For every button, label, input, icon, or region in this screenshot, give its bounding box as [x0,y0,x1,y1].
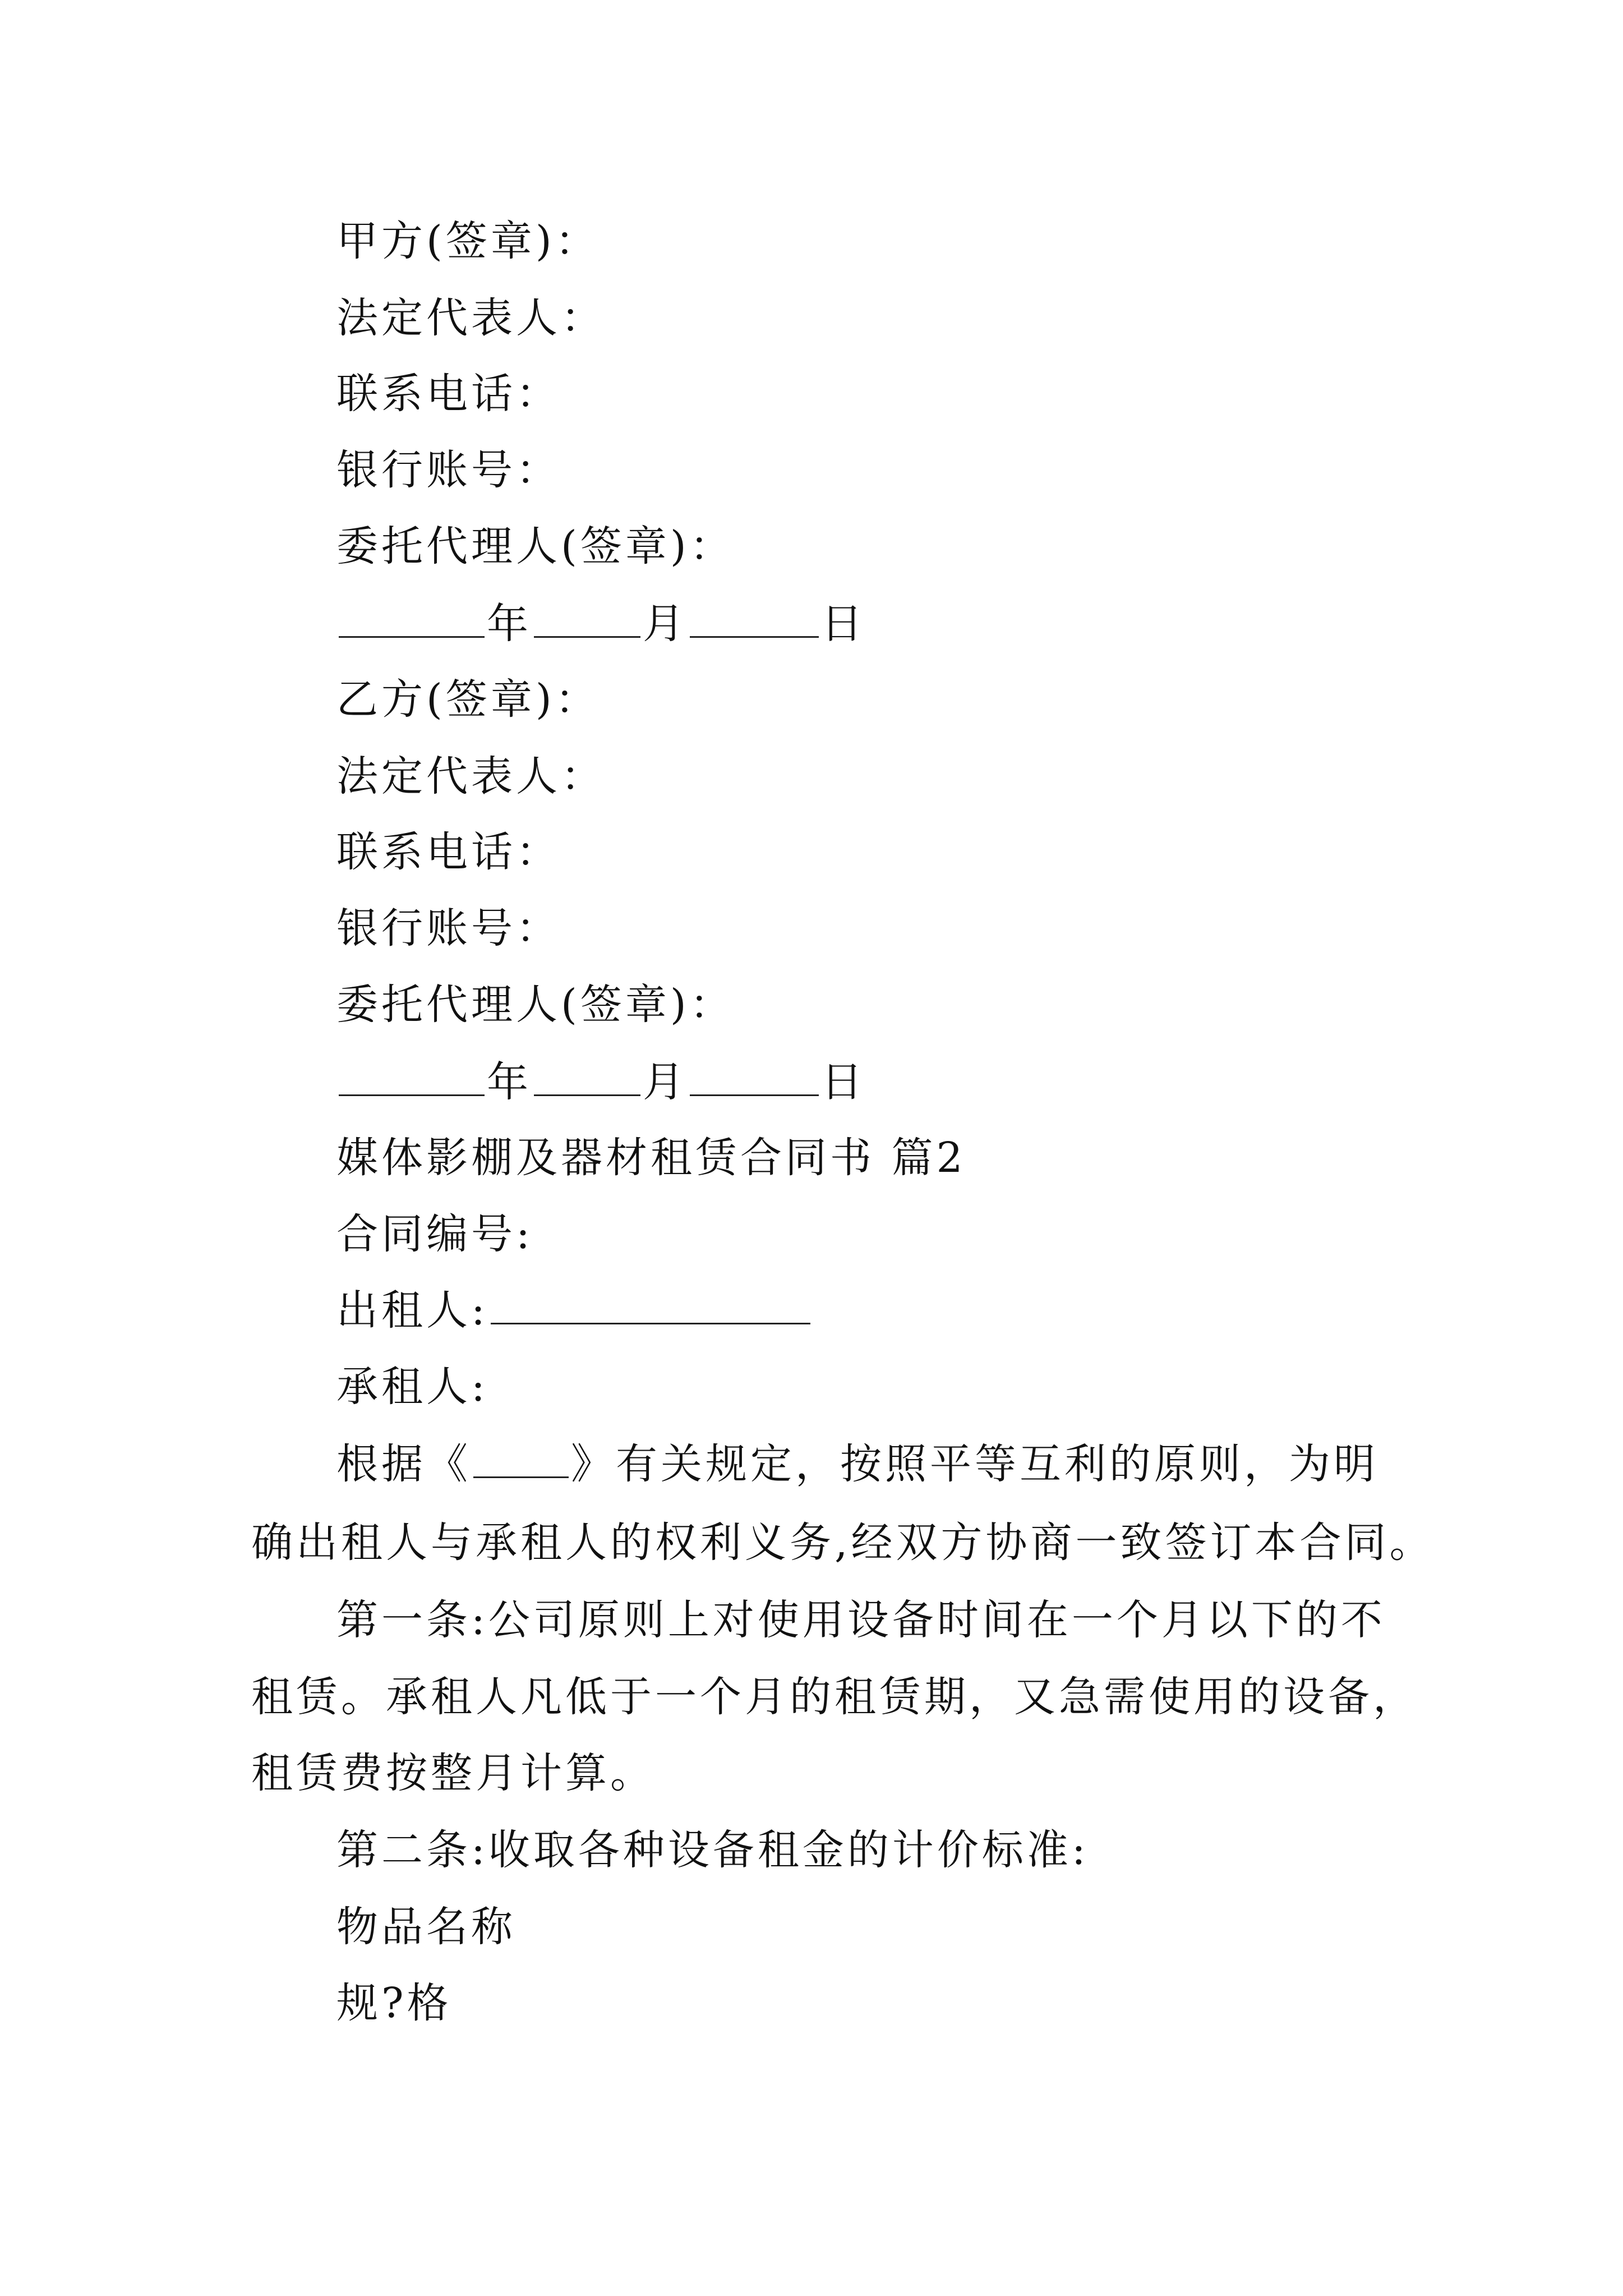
lessee-label: 承租人: [336,1363,488,1411]
intro-post: 》有关规定，按照平等互利的原则，为明 [571,1440,1378,1488]
article-1-line-2: 租赁。承租人凡低于一个月的租赁期，又急需使用的设备， [251,1673,1418,1721]
contract-heading: 媒体影棚及器材租赁合同书 篇2 [336,1134,966,1182]
day-label: 日 [821,1058,866,1106]
month-label: 月 [643,1058,688,1106]
intro-line-2: 确出租人与承租人的权利义务,经双方协商一致签订本合同。 [251,1519,1435,1567]
party-a-agent: 委托代理人(签章)： [336,522,735,570]
spec-label: 规?格 [336,1979,452,2027]
article-1-line-1: 第一条:公司原则上对使用设备时间在一个月以下的不 [336,1596,1386,1644]
month-blank [534,602,640,638]
lessor-label: 出租人: [336,1286,488,1335]
day-blank [690,1061,819,1096]
intro-line-1 [336,1436,1378,1492]
contract-number-label: 合同编号: [336,1210,533,1258]
lessor-blank [491,1289,810,1324]
party-b-title: 乙方(签章)： [336,675,600,724]
intro-pre: 根据《 [336,1440,471,1488]
party-a-title: 甲方(签章)： [336,217,600,265]
month-label: 月 [643,600,688,648]
year-blank [339,602,485,638]
item-name-label: 物品名称 [336,1903,516,1951]
law-name-blank [473,1443,569,1478]
year-label: 年 [487,600,532,648]
day-blank [690,602,819,638]
day-label: 日 [821,600,866,648]
party-b-bank: 银行账号： [336,904,561,953]
party-a-rep: 法定代表人： [336,294,606,342]
lessor-line [336,1282,813,1338]
month-blank [534,1061,640,1096]
year-blank [339,1061,485,1096]
party-b-date [336,1054,866,1110]
party-a-bank: 银行账号： [336,446,561,494]
article-1-line-3: 租赁费按整月计算。 [251,1749,655,1797]
party-b-rep: 法定代表人： [336,752,606,800]
article-2-line-1: 第二条:收取各种设备租金的计价标准: [336,1826,1089,1874]
year-label: 年 [487,1058,532,1106]
party-a-phone: 联系电话： [336,370,561,418]
party-a-date [336,596,866,652]
party-b-phone: 联系电话： [336,828,561,876]
party-b-agent: 委托代理人(签章)： [336,981,735,1029]
